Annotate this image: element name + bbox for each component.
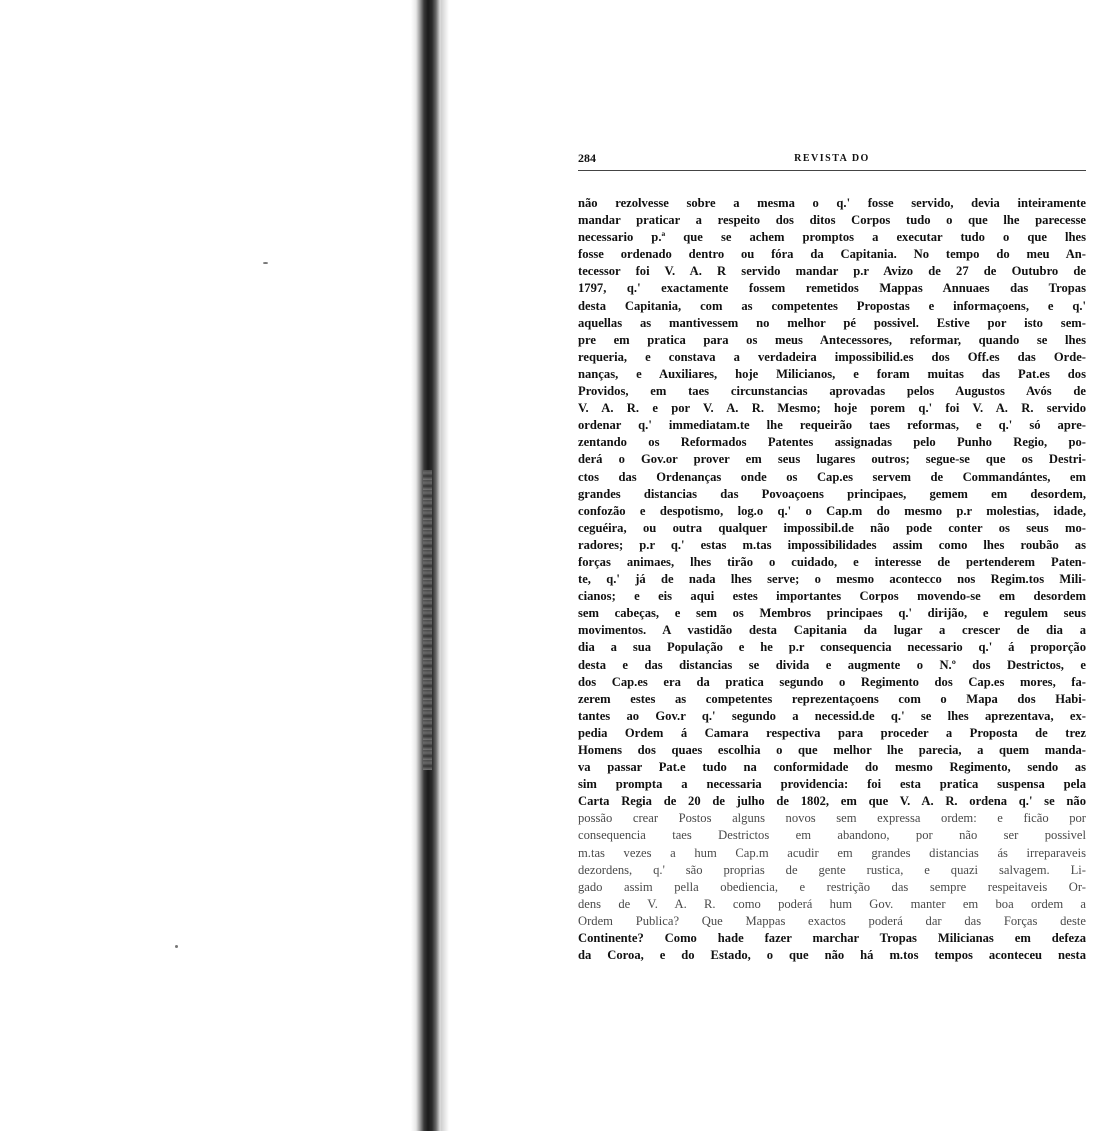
running-head: REVISTA DO [794,153,870,164]
text-line: zentando os Reformados Patentes assignadas pelo Punho Regio, po- [578,435,1086,450]
gutter-stain [423,470,432,770]
text-line: dezordens, q.' são proprias de gente rustica, e quazi salvagem. Li- [578,862,1086,877]
header-rule [578,170,1086,171]
text-line: gado assim pella obediencia, e restrição das sempre respeitaveis Or- [578,879,1086,894]
text-line: requeria, e constava a verdadeira impossibilid.es dos Off.es das Orde- [578,349,1086,364]
text-line: zerem estes as competentes reprezentaçoens com o Mapa dos Habi- [578,691,1086,706]
text-line: ordenar q.' immediatam.te lhe requeirão taes reformas, e q.' só apre- [578,418,1086,433]
text-line: fosse ordenado dentro ou fóra da Capitania. No tempo do meu An- [578,247,1086,262]
dust-speck [263,262,268,264]
text-line: pedia Ordem á Camara respectiva para proceder a Proposta de trez [578,725,1086,740]
text-line: dos Cap.es era da pratica segundo o Regimento dos Cap.es mores, fa- [578,674,1086,689]
dust-speck [175,945,178,948]
text-line: mandar praticar a respeito dos ditos Corpos tudo o que lhe parecesse [578,213,1086,228]
text-line: tecessor foi V. A. R servido mandar p.r Avizo de 27 de Outubro de [578,264,1086,279]
text-line: pre em pratica para os meus Antecessores, reformar, quando se lhes [578,332,1086,347]
page-body [578,195,1086,964]
text-line: Providos, em taes circunstancias aprovadas pelos Augustos Avós de [578,384,1086,399]
text-line: V. A. R. e por V. A. R. Mesmo; hoje porem q.' foi V. A. R. servido [578,401,1086,416]
text-line: movimentos. A vastidão desta Capitania da lugar a crescer de dia a [578,623,1086,638]
text-line: dia a sua População e he p.r consequencia necessario q.' á proporção [578,640,1086,655]
text-line: Homens dos quaes escolhia o que melhor lhe parecia, a quem manda- [578,743,1086,757]
text-line: te, q.' já de nada lhes serve; o mesmo acontecco nos Regim.tos Mili- [578,572,1086,587]
text-line: consequencia taes Destrictos em abandono, por não ser possivel [578,828,1086,843]
text-line: desta e das distancias se divida e augmente o N.º dos Destrictos, e [578,657,1086,672]
text-line: 1797, q.' exactamente fossem remetidos Mappas Annuaes das Tropas [578,281,1086,296]
right-page [578,148,1086,964]
text-line: nanças, e Auxiliares, hoje Milicianos, e foram muitas das Pat.es dos [578,366,1086,381]
text-line: ctos das Ordenanças onde os Cap.es servem de Commandántes, em [578,469,1086,484]
text-line: tantes ao Gov.r q.' segundo a necessid.de q.' se lhes aprezentava, ex- [578,708,1086,723]
text-line: sem cabeças, e sem os Membros principaes q.' dirijão, e regulem seus [578,606,1086,621]
text-line: radores; p.r q.' estas m.tas impossibilidades assim como lhes roubão as [578,537,1086,552]
text-line: dens de V. A. R. como poderá hum Gov. manter em boa ordem a [578,896,1086,911]
text-line: necessario p.ª que se achem promptos a executar tudo o que lhes [578,230,1086,245]
text-line: aquellas as mantivessem no melhor pé possivel. Estive por isto sem- [578,315,1086,330]
text-line: derá o Gov.or prover em seus lugares outros; segue-se que os Destri- [578,452,1086,467]
page-number: 284 [578,151,596,165]
text-line: da Coroa, e do Estado, o que não há m.tos tempos aconteceu nesta [578,948,1086,963]
text-line: cianos; e eis aqui estes importantes Corpos movendo-se em desordem [578,589,1086,604]
text-line: não rezolvesse sobre a mesma o q.' fosse servido, devia inteiramente [578,196,1086,210]
text-line: confozão e despotismo, log.o q.' o Cap.m do mesmo p.r molestias, idade, [578,503,1086,518]
text-line: Carta Regia de 20 de julho de 1802, em que V. A. R. ordena q.' se não [578,794,1086,809]
text-line: va passar Pat.e tudo na conformidade do mesmo Regimento, sendo as [578,760,1086,775]
text-line: Ordem Publica? Que Mappas exactos poderá dar das Forças deste [578,913,1086,928]
text-line: Continente? Como hade fazer marchar Tropas Milicianas em defeza [578,931,1086,946]
text-line: forças animaes, lhes tirão o cuidado, e interesse de pertenderem Paten- [578,554,1086,569]
page-header [578,148,1086,168]
gutter-shadow [441,0,449,1131]
text-line: m.tas vezes a hum Cap.m acudir em grandes distancias ás irreparaveis [578,845,1086,860]
text-line: grandes distancias das Povoaçoens principaes, gemem em desordem, [578,486,1086,501]
text-line: ceguéira, ou outra qualquer impossibil.de não pode conter os seus mo- [578,520,1086,535]
text-line: desta Capitania, com as competentes Propostas e informaçoens, e q.' [578,298,1086,313]
text-line: sim prompta a necessaria providencia: foi esta pratica suspensa pela [578,777,1086,792]
text-line: possão crear Postos alguns novos sem expressa ordem: e ficão por [578,811,1086,826]
